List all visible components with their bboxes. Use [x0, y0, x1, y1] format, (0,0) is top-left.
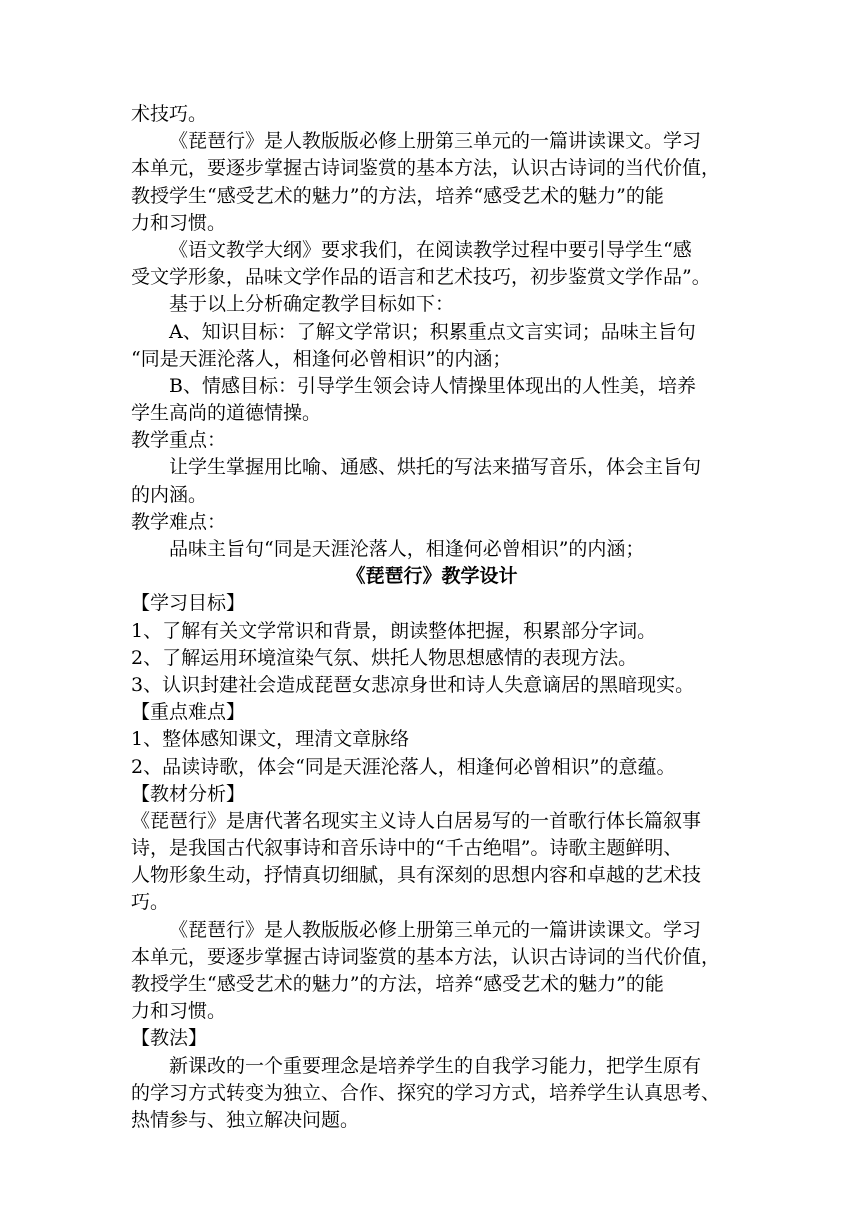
text-line: 术技巧。: [131, 103, 208, 125]
text-line: 教学难点：: [131, 510, 227, 533]
text-line: 3、认识封建社会造成琵琶女悲凉身世和诗人失意谪居的黑暗现实。: [131, 673, 695, 696]
text-line: 教学重点：: [131, 429, 227, 452]
document-title: 《琵琶行》教学设计: [346, 565, 518, 588]
text-line: 学生高尚的道德情操。: [131, 402, 322, 425]
text-line: 力和习惯。: [131, 1000, 227, 1023]
text-line: A、知识目标：了解文学常识；积累重点文言实词；品味主旨句: [169, 320, 696, 343]
text-line: 《琵琶行》是人教版版必修上册第三单元的一篇讲读课文。学习: [169, 130, 702, 153]
text-line: 的学习方式转变为独立、合作、探究的学习方式，培养学生认真思考、: [131, 1081, 721, 1104]
text-line: 《语文教学大纲》要求我们，在阅读教学过程中要引导学生“感: [169, 238, 692, 261]
text-line: 2、了解运用环境渲染气氛、烘托人物思想感情的表现方法。: [131, 646, 638, 669]
text-line: 的内涵。: [131, 483, 208, 506]
text-line: 本单元，要逐步掌握古诗词鉴赏的基本方法，认识古诗词的当代价值，: [131, 157, 721, 180]
text-line: 巧。: [131, 891, 170, 914]
text-line: 【教材分析】: [131, 782, 246, 805]
text-line: 基于以上分析确定教学目标如下：: [169, 293, 455, 316]
text-line: 让学生掌握用比喻、通感、烘托的写法来描写音乐，体会主旨句: [169, 456, 702, 479]
text-line: 诗，是我国古代叙事诗和音乐诗中的“千古绝唱”。诗歌主题鲜明、: [131, 837, 683, 860]
text-line: 教授学生“感受艺术的魅力”的方法，培养“感受艺术的魅力”的能: [131, 184, 664, 207]
text-line: 热情参与、独立解决问题。: [131, 1108, 360, 1131]
text-line: 【教法】: [131, 1027, 208, 1050]
text-line: 【学习目标】: [131, 592, 246, 615]
text-line: 新课改的一个重要理念是培养学生的自我学习能力，把学生原有: [169, 1054, 702, 1077]
text-line: 受文学形象，品味文学作品的语言和艺术技巧，初步鉴赏文学作品”。: [131, 266, 711, 289]
text-line: B、情感目标：引导学生领会诗人情操里体现出的人性美，培养: [169, 374, 696, 397]
text-line: 《琵琶行》是唐代著名现实主义诗人白居易写的一首歌行体长篇叙事: [131, 809, 702, 832]
text-line: 力和习惯。: [131, 211, 227, 234]
text-line: 本单元，要逐步掌握古诗词鉴赏的基本方法，认识古诗词的当代价值，: [131, 945, 721, 968]
text-line: “同是天涯沦落人，相逢何必曾相识”的内涵；: [131, 347, 512, 370]
text-line: 教授学生“感受艺术的魅力”的方法，培养“感受艺术的魅力”的能: [131, 973, 664, 995]
document-body: [131, 101, 733, 1134]
text-line: 1、整体感知课文，理清文章脉络: [131, 728, 410, 751]
text-line: 品味主旨句“同是天涯沦落人，相逢何必曾相识”的内涵；: [169, 538, 645, 560]
text-line: 【重点难点】: [131, 701, 246, 724]
text-line: 人物形象生动，抒情真切细腻，具有深刻的思想内容和卓越的艺术技: [131, 864, 702, 887]
text-line: 1、了解有关文学常识和背景，朗读整体把握，积累部分字词。: [131, 619, 657, 642]
text-line: 2、品读诗歌，体会“同是天涯沦落人，相逢何必曾相识”的意蕴。: [131, 755, 676, 778]
text-line: 《琵琶行》是人教版版必修上册第三单元的一篇讲读课文。学习: [169, 918, 702, 941]
